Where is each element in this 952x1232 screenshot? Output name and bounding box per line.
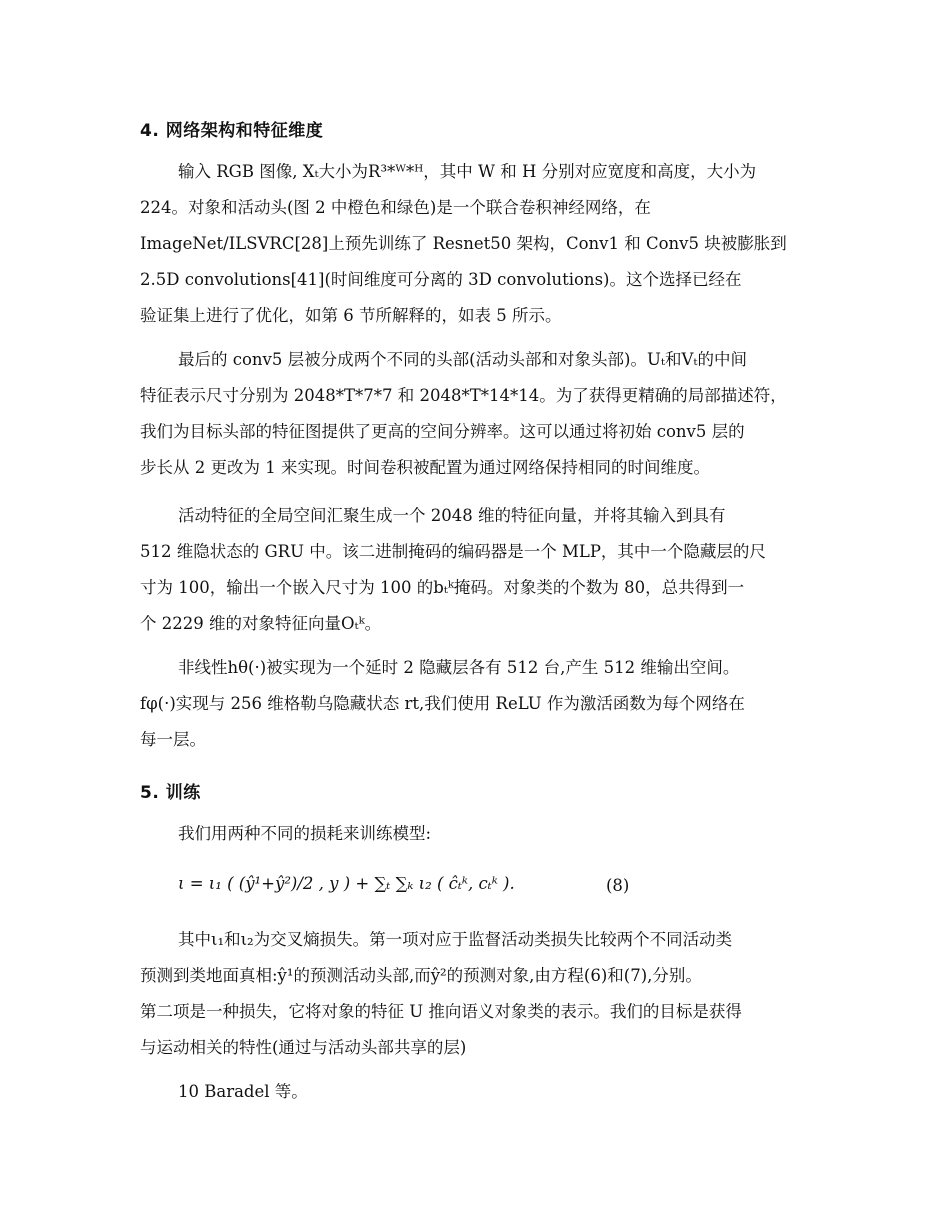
section-5-heading: 5. 训练 (140, 783, 201, 803)
s4-p2-line-3: 我们为目标头部的特征图提供了更高的空间分辨率。这可以通过将初始 conv5 层的 (140, 422, 745, 441)
s5-p1-line-4: 与运动相关的特性(通过与活动头部共享的层) (140, 1038, 467, 1057)
equation-number: (8) (606, 876, 630, 895)
s4-p1-line-1: 输入 RGB 图像, Xₜ大小为R³*ᵂ*ᴴ，其中 W 和 H 分别对应宽度和高度，大小为 (178, 162, 757, 181)
s4-p3-line-2: 512 维隐状态的 GRU 中。该二进制掩码的编码器是一个 MLP，其中一个隐藏层的尺 (140, 542, 766, 561)
s4-p3-line-3: 寸为 100，输出一个嵌入尺寸为 100 的bₜᵏ掩码。对象类的个数为 80，总共得到一 (140, 578, 745, 597)
s4-p4-line-3: 每一层。 (140, 730, 206, 749)
s4-p1-line-4: 2.5D convolutions[41](时间维度可分离的 3D convolutions)。这个选择已经在 (140, 270, 742, 289)
s4-p1-line-2: 224。对象和活动头(图 2 中橙色和绿色)是一个联合卷积神经网络，在 (140, 198, 651, 217)
s4-p3-line-4: 个 2229 维的对象特征向量Oₜᵏ。 (140, 614, 382, 633)
running-footer: 10 Baradel 等。 (178, 1082, 308, 1101)
s4-p4-line-2: fφ(·)实现与 256 维格勒乌隐藏状态 rt,我们使用 ReLU 作为激活函数为每个网络在 (140, 694, 745, 713)
s4-p2-line-4: 步长从 2 更改为 1 来实现。时间卷积被配置为通过网络保持相同的时间维度。 (140, 458, 710, 477)
s4-p2-line-2: 特征表示尺寸分别为 2048*T*7*7 和 2048*T*14*14。为了获得更精确的局部描述符， (140, 386, 787, 405)
s4-p1-line-3: ImageNet/ILSVRC[28]上预先训练了 Resnet50 架构，Conv1 和 Conv5 块被膨胀到 (140, 234, 787, 253)
s5-p1-line-2: 预测到类地面真相:ŷ¹的预测活动头部,而ŷ²的预测对象,由方程(6)和(7),分别。 (140, 966, 702, 985)
section-4-heading: 4. 网络架构和特征维度 (140, 121, 324, 141)
loss-equation: ι = ι₁ ( (ŷ¹+ŷ²)/2 , y ) + ∑ₜ ∑ₖ ι₂ ( ĉₜᵏ, cₜᵏ ). (178, 874, 515, 893)
s4-p4-line-1: 非线性hθ(·)被实现为一个延时 2 隐藏层各有 512 台,产生 512 维输出空间。 (178, 658, 740, 677)
s4-p2-line-1: 最后的 conv5 层被分成两个不同的头部(活动头部和对象头部)。Uₜ和Vₜ的中间 (178, 350, 747, 369)
s4-p3-line-1: 活动特征的全局空间汇聚生成一个 2048 维的特征向量，并将其输入到具有 (178, 506, 726, 525)
s5-p1-line-3: 第二项是一种损失，它将对象的特征 U 推向语义对象类的表示。我们的目标是获得 (140, 1002, 742, 1021)
s5-p1-line-1: 其中ι₁和ι₂为交叉熵损失。第一项对应于监督活动类损失比较两个不同活动类 (178, 930, 733, 949)
s4-p1-line-5: 验证集上进行了优化，如第 6 节所解释的，如表 5 所示。 (140, 306, 562, 325)
s5-intro: 我们用两种不同的损耗来训练模型: (178, 824, 432, 843)
